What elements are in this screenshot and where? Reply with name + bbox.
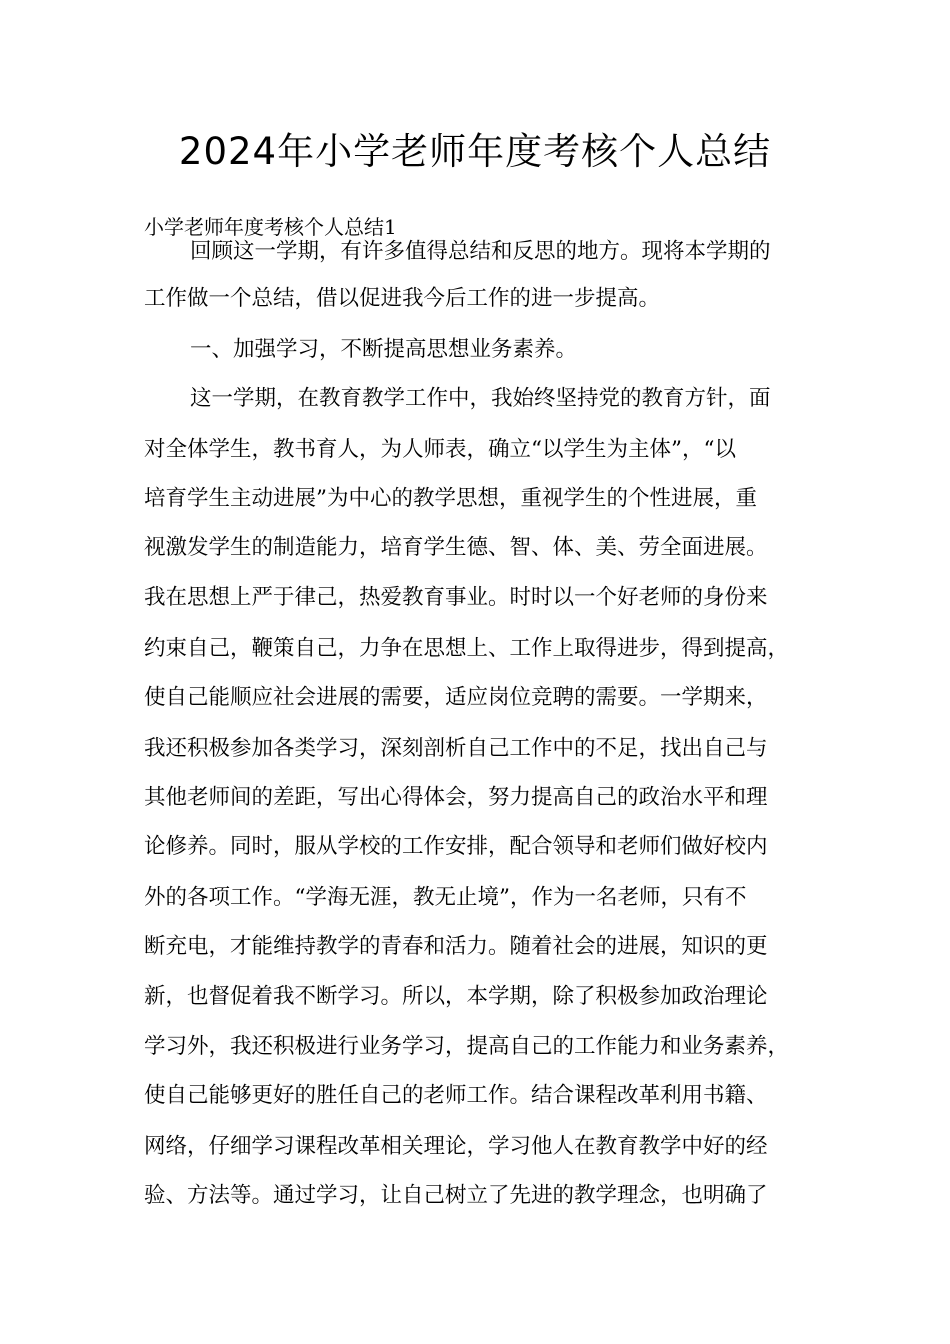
text-line: 视激发学生的制造能力，培育学生德、智、体、美、劳全面进展。 [144,535,768,560]
text-line: 工作做一个总结，借以促进我今后工作的进一步提高。 [144,286,661,311]
text-line: 我还积极参加各类学习，深刻剖析自己工作中的不足，找出自己与 [144,736,768,761]
document-title: 2024年小学老师年度考核个人总结 [178,130,772,173]
text-line: 培育学生主动进展”为中心的教学思想，重视学生的个性进展，重 [144,486,757,511]
text-line: 这一学期，在教育教学工作中，我始终坚持党的教育方针，面 [190,386,771,411]
text-line: 回顾这一学期，有许多值得总结和反思的地方。现将本学期的 [190,239,771,264]
text-line: 一、加强学习，不断提高思想业务素养。 [190,337,578,362]
text-line: 使自己能顺应社会进展的需要，适应岗位竞聘的需要。一学期来， [144,685,768,710]
text-line: 断充电，才能维持教学的青春和活力。随着社会的进展，知识的更 [144,934,768,959]
text-line: 其他老师间的差距，写出心得体会，努力提高自己的政治水平和理 [144,785,768,810]
text-line: 约束自己，鞭策自己，力争在思想上、工作上取得进步，得到提高， [144,636,790,661]
text-line: 论修养。同时，服从学校的工作安排，配合领导和老师们做好校内 [144,834,768,859]
text-line: 验、方法等。通过学习，让自己树立了先进的教学理念，也明确了 [144,1183,768,1208]
text-line: 学习外，我还积极进行业务学习，提高自己的工作能力和业务素养， [144,1034,790,1059]
text-line: 我在思想上严于律己，热爱教育事业。时时以一个好老师的身份来 [144,585,768,610]
section-subheading: 小学老师年度考核个人总结1 [144,215,397,239]
text-line: 网络，仔细学习课程改革相关理论，学习他人在教育教学中好的经 [144,1134,768,1159]
text-line: 新，也督促着我不断学习。所以，本学期，除了积极参加政治理论 [144,984,768,1009]
text-line: 对全体学生，教书育人，为人师表，确立“以学生为主体”，“以 [144,437,736,462]
text-line: 使自己能够更好的胜任自己的老师工作。结合课程改革利用书籍、 [144,1083,768,1108]
text-line: 外的各项工作。“学海无涯，教无止境”，作为一名老师，只有不 [144,885,747,910]
